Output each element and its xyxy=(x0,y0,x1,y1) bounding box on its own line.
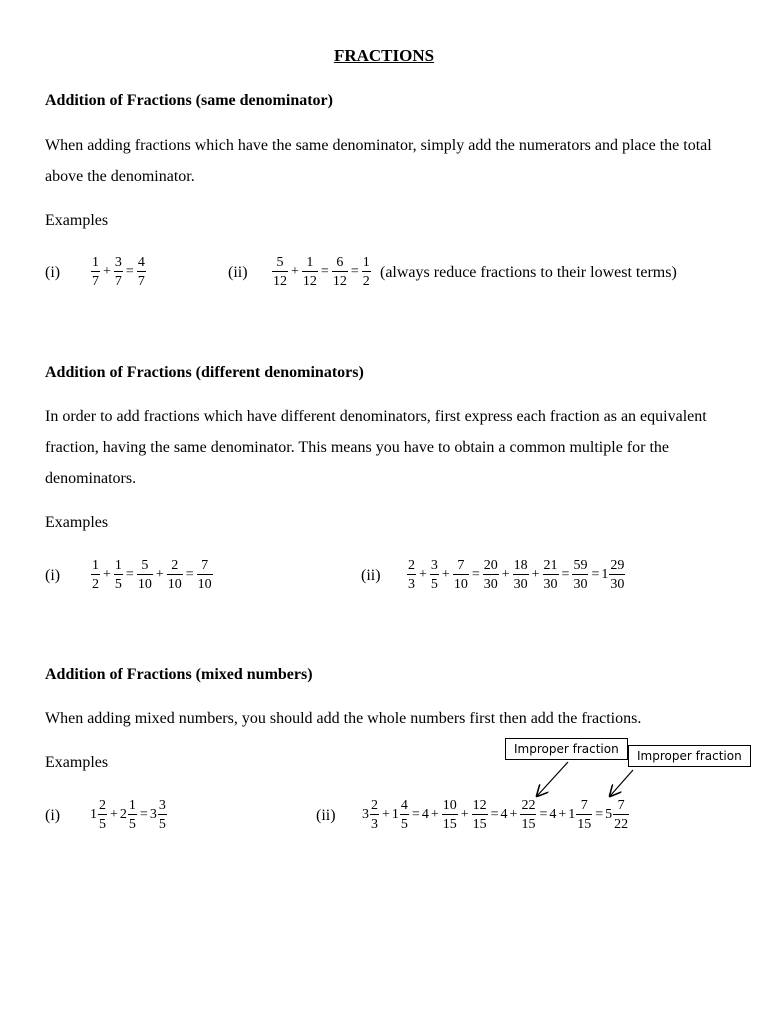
operator: = xyxy=(591,567,600,582)
improper-fraction-callout-2: Improper fraction xyxy=(628,745,751,767)
denominator: 7 xyxy=(114,271,123,289)
denominator: 10 xyxy=(137,574,153,592)
denominator: 3 xyxy=(370,814,379,832)
operator: = xyxy=(139,807,148,822)
numerator: 4 xyxy=(400,798,408,813)
numerator: 2 xyxy=(371,798,378,813)
examples-label: Examples xyxy=(45,754,109,771)
examples-label: Examples xyxy=(45,212,109,229)
denominator: 5 xyxy=(114,574,123,592)
whole-number: 4 xyxy=(500,807,508,822)
numerator: 5 xyxy=(141,558,149,573)
operator: = xyxy=(561,567,570,582)
denominator: 5 xyxy=(158,814,167,832)
whole-number: 1 xyxy=(90,807,97,822)
denominator: 12 xyxy=(272,271,288,289)
operator: + xyxy=(110,807,118,822)
operator: = xyxy=(490,807,499,822)
denominator: 12 xyxy=(302,271,318,289)
example-label-ii: (ii) xyxy=(361,567,381,584)
numerator: 1 xyxy=(306,255,314,270)
section-paragraph-same-denominator: When adding fractions which have the same denominator, simply add the numerators and place the total above the denominator. xyxy=(45,137,712,185)
operator: = xyxy=(539,807,548,822)
operator: + xyxy=(103,264,111,279)
section-paragraph-mixed-numbers: When adding mixed numbers, you should add the whole numbers first then add the fractions. xyxy=(45,710,642,727)
whole-number: 3 xyxy=(149,807,157,822)
whole-number: 3 xyxy=(362,807,369,822)
operator: + xyxy=(419,567,427,582)
operator: = xyxy=(185,567,194,582)
denominator: 12 xyxy=(332,271,348,289)
whole-number: 1 xyxy=(391,807,399,822)
operator: = xyxy=(125,264,134,279)
whole-number: 4 xyxy=(549,807,557,822)
operator: + xyxy=(509,807,518,822)
operator: = xyxy=(350,264,359,279)
denominator: 30 xyxy=(483,574,499,592)
numerator: 4 xyxy=(137,255,145,270)
denominator: 30 xyxy=(513,574,529,592)
denominator: 30 xyxy=(543,574,559,592)
numerator: 2 xyxy=(408,558,415,573)
operator: + xyxy=(430,807,439,822)
whole-number: 1 xyxy=(568,807,576,822)
operator: + xyxy=(103,567,111,582)
denominator: 30 xyxy=(609,574,625,592)
operator: + xyxy=(460,807,469,822)
denominator: 7 xyxy=(91,271,100,289)
numerator: 22 xyxy=(521,798,536,813)
numerator: 1 xyxy=(362,255,370,270)
denominator: 30 xyxy=(572,574,588,592)
operator: = xyxy=(471,567,480,582)
example-label-ii: (ii) xyxy=(316,807,336,824)
denominator: 3 xyxy=(407,574,416,592)
reduce-note: (always reduce fractions to their lowest terms) xyxy=(380,264,677,281)
examples-label: Examples xyxy=(45,514,109,531)
numerator: 2 xyxy=(171,558,179,573)
whole-number: 1 xyxy=(601,567,609,582)
denominator: 10 xyxy=(197,574,213,592)
denominator: 15 xyxy=(520,814,536,832)
operator: + xyxy=(155,567,164,582)
operator: = xyxy=(125,567,134,582)
numerator: 18 xyxy=(513,558,528,573)
operator: + xyxy=(531,567,540,582)
numerator: 59 xyxy=(573,558,588,573)
numerator: 3 xyxy=(114,255,122,270)
numerator: 5 xyxy=(276,255,284,270)
numerator: 1 xyxy=(92,255,99,270)
numerator: 7 xyxy=(201,558,209,573)
section-heading-same-denominator: Addition of Fractions (same denominator) xyxy=(45,92,333,109)
denominator: 2 xyxy=(91,574,100,592)
numerator: 12 xyxy=(472,798,487,813)
numerator: 1 xyxy=(92,558,99,573)
operator: + xyxy=(441,567,450,582)
operator: = xyxy=(320,264,329,279)
denominator: 7 xyxy=(137,271,146,289)
operator: + xyxy=(558,807,567,822)
numerator: 7 xyxy=(580,798,588,813)
denominator: 15 xyxy=(442,814,458,832)
denominator: 15 xyxy=(576,814,592,832)
section-heading-different-denominators: Addition of Fractions (different denominators) xyxy=(45,364,364,381)
denominator: 5 xyxy=(400,814,409,832)
numerator: 2 xyxy=(99,798,106,813)
example-label-i: (i) xyxy=(45,807,61,824)
example-label-ii: (ii) xyxy=(228,264,248,281)
improper-fraction-callout-1: Improper fraction xyxy=(505,738,628,760)
numerator: 1 xyxy=(128,798,136,813)
callout-arrow-1 xyxy=(537,762,568,796)
numerator: 10 xyxy=(442,798,457,813)
operator: + xyxy=(382,807,390,822)
example-label-i: (i) xyxy=(45,567,61,584)
operator: = xyxy=(411,807,420,822)
numerator: 1 xyxy=(114,558,122,573)
numerator: 7 xyxy=(457,558,465,573)
denominator: 5 xyxy=(430,574,439,592)
denominator: 10 xyxy=(167,574,183,592)
denominator: 2 xyxy=(362,271,371,289)
numerator: 29 xyxy=(610,558,625,573)
numerator: 21 xyxy=(543,558,558,573)
whole-number: 2 xyxy=(119,807,127,822)
page-title: FRACTIONS xyxy=(333,46,435,65)
section-heading-mixed-numbers: Addition of Fractions (mixed numbers) xyxy=(45,666,313,683)
operator: + xyxy=(501,567,510,582)
denominator: 15 xyxy=(472,814,488,832)
numerator: 7 xyxy=(617,798,625,813)
denominator: 10 xyxy=(453,574,469,592)
callout-arrow-2 xyxy=(610,770,633,796)
numerator: 20 xyxy=(483,558,498,573)
denominator: 22 xyxy=(613,814,629,832)
numerator: 3 xyxy=(430,558,438,573)
operator: + xyxy=(291,264,299,279)
denominator: 5 xyxy=(128,814,137,832)
numerator: 6 xyxy=(336,255,344,270)
denominator: 5 xyxy=(98,814,107,832)
operator: = xyxy=(595,807,604,822)
section-paragraph-different-denominators: In order to add fractions which have different denominators, first express each fraction as an equivalent fraction, having the same denominator. This means you have to obtain a common multiple for the denominators. xyxy=(45,408,707,487)
numerator: 3 xyxy=(158,798,166,813)
example-label-i: (i) xyxy=(45,264,61,281)
whole-number: 5 xyxy=(605,807,613,822)
whole-number: 4 xyxy=(421,807,429,822)
